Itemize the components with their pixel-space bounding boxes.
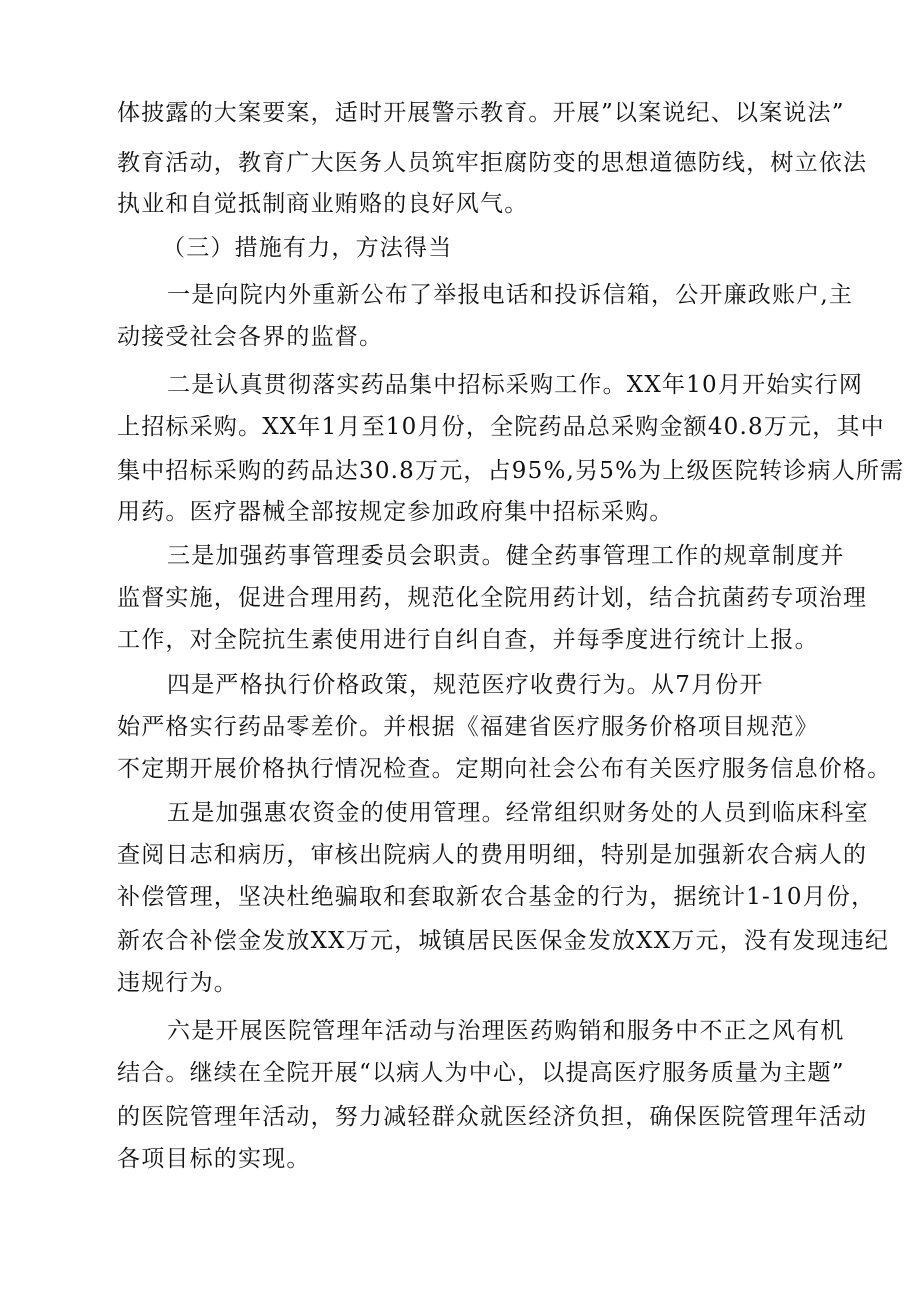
text-line: 违规行为。 — [117, 970, 238, 996]
text-line: 教育活动，教育广大医务人员筑牢拒腐防变的思想道德防线，树立依法 — [117, 150, 868, 176]
text-line: 动接受社会各界的监督。 — [117, 324, 384, 350]
text-line: 上招标采购。XX年1月至10月份，全院药品总采购金额40.8万元，其中 — [117, 414, 885, 440]
text-line: 一是向院内外重新公布了举报电话和投诉信箱，公开廉政账户,主 — [167, 282, 854, 308]
text-line: 用药。医疗器械全部按规定参加政府集中招标采购。 — [117, 499, 674, 525]
text-line: 监督实施，促进合理用药，规范化全院用药计划，结合抗菌药专项治理 — [117, 585, 868, 611]
text-line: 结合。继续在全院开展“以病人为中心，以提高医疗服务质量为主题” — [117, 1060, 845, 1086]
text-line: 集中招标采购的药品达30.8万元，占95%,另5%为上级医院转诊病人所需 — [117, 458, 905, 484]
text-line: 工作，对全院抗生素使用进行自纠自查，并每季度进行统计上报。 — [117, 627, 819, 653]
text-line: 执业和自觉抵制商业贿赂的良好风气。 — [117, 191, 529, 217]
text-line: 四是严格执行价格政策，规范医疗收费行为。从7月份开 — [167, 672, 764, 698]
text-line: 二是认真贯彻落实药品集中招标采购工作。XX年10月开始实行网 — [167, 372, 864, 398]
text-line: 查阅日志和病历，审核出院病人的费用明细，特别是加强新农合病人的 — [117, 842, 868, 868]
text-line: 各项目标的实现。 — [117, 1146, 311, 1172]
text-line: 补偿管理，坚决杜绝骗取和套取新农合基金的行为，据统计1-10月份， — [117, 884, 876, 910]
text-line: 三是加强药事管理委员会职责。健全药事管理工作的规章制度并 — [167, 543, 845, 569]
text-line: 体披露的大案要案，适时开展警示教育。开展”以案说纪、以案说法” — [117, 100, 845, 126]
text-line: 的医院管理年活动，努力减轻群众就医经济负担，确保医院管理年活动 — [117, 1104, 868, 1130]
text-line: 五是加强惠农资金的使用管理。经常组织财务处的人员到临床科室 — [167, 800, 869, 826]
text-line: 不定期开展价格执行情况检查。定期向社会公布有关医疗服务信息价格。 — [117, 756, 892, 782]
text-line: 新农合补偿金发放XX万元，城镇居民医保金发放XX万元，没有发现违纪 — [117, 928, 890, 954]
text-line: 始严格实行药品零差价。并根据《福建省医疗服务价格项目规范》 — [117, 714, 819, 740]
section-heading: （三）措施有力，方法得当 — [162, 235, 453, 261]
text-line: 六是开展医院管理年活动与治理医药购销和服务中不正之风有机 — [167, 1018, 845, 1044]
